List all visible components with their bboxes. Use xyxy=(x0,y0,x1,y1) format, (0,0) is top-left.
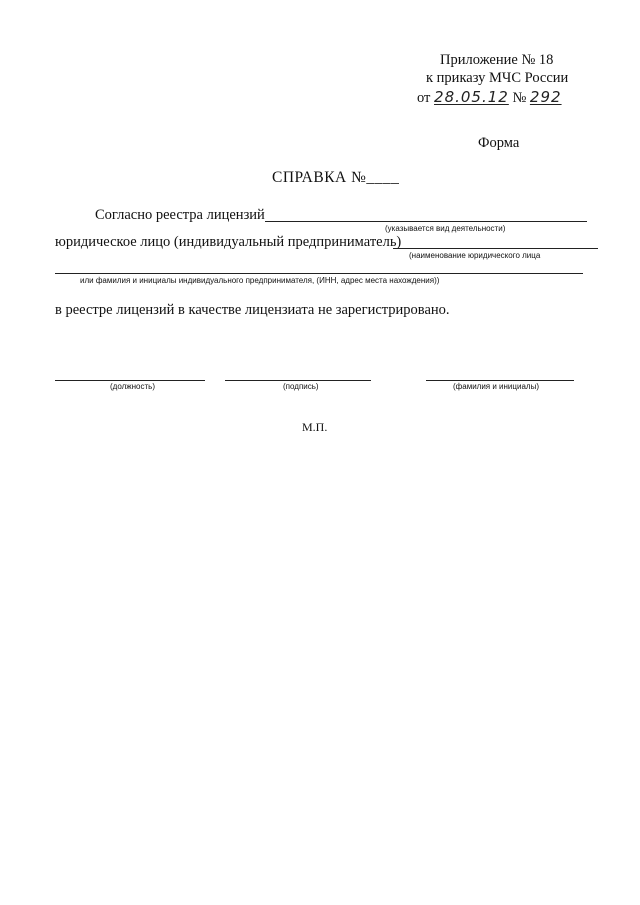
entity-name-caption: (наименование юридического лица xyxy=(409,251,541,260)
stamp-label: М.П. xyxy=(302,420,328,434)
date-prefix: от xyxy=(417,90,431,106)
number-prefix: № xyxy=(512,90,527,106)
full-name-field[interactable] xyxy=(426,380,574,381)
legal-entity-text: юридическое лицо (индивидуальный предприниматель) xyxy=(55,234,402,250)
order-date-line xyxy=(417,88,562,107)
not-registered-text: в реестре лицензий в качестве лицензиата не зарегистрировано. xyxy=(55,302,450,318)
entity-name-field[interactable] xyxy=(393,248,598,249)
full-name-caption: (фамилия и инициалы) xyxy=(453,382,539,391)
handwritten-date: 28.05.12 xyxy=(434,88,509,106)
registry-text: Согласно реестра лицензий xyxy=(95,207,265,223)
form-label: Форма xyxy=(478,135,520,151)
order-reference: к приказу МЧС России xyxy=(426,70,569,86)
activity-type-field[interactable] xyxy=(265,221,587,222)
position-caption: (должность) xyxy=(110,382,155,391)
activity-type-caption: (указывается вид деятельности) xyxy=(385,224,506,233)
signature-field[interactable] xyxy=(225,380,371,381)
entity-details-field[interactable] xyxy=(55,273,583,274)
document-title: СПРАВКА №____ xyxy=(272,169,400,186)
handwritten-number: 292 xyxy=(529,88,562,106)
appendix-number: Приложение № 18 xyxy=(440,52,554,68)
entity-details-caption: или фамилия и инициалы индивидуального предпринимателя, (ИНН, адрес места нахождения)) xyxy=(80,276,440,285)
position-field[interactable] xyxy=(55,380,205,381)
signature-caption: (подпись) xyxy=(283,382,319,391)
